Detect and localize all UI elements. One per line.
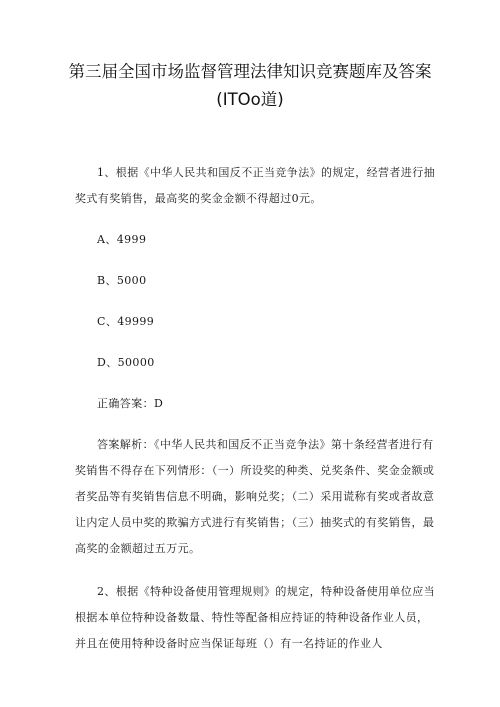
document-title (0, 58, 500, 114)
question-1-option-a: A、4999 (97, 233, 147, 246)
question-1-option-c: C、49999 (97, 315, 155, 328)
question-1-option-d: D、50000 (97, 356, 155, 369)
question-1-answer: 正确答案：D (97, 397, 164, 410)
title-subtitle: (ITOo道) (216, 90, 284, 109)
question-1-explanation: 答案解析：《中华人民共和国反不正当竞争法》第十条经营者进行有奖销售不得存在下列情形：（一）所设奖的种类、兑奖条件、奖金金额或者奖品等有奖销售信息不明确，影响兑奖；（二）采用谎称有奖或者故意让内定人员中奖的欺骗方式进行有奖销售；（三）抽奖式的有奖销售，最高奖的金额超过五万元。 (75, 438, 435, 555)
question-1-option-b: B、5000 (97, 274, 147, 287)
question-2-stem: 2、根据《特种设备使用管理规则》的规定，特种设备使用单位应当根据本单位特种设备数量、特性等配备相应持证的特种设备作业人员，并且在使用特种设备时应当保证每班（）有一名持证的作业人 (75, 585, 435, 650)
question-1-stem: 1、根据《中华人民共和国反不正当竞争法》的规定，经营者进行抽奖式有奖销售，最高奖的奖金金额不得超过0元。 (75, 166, 435, 205)
title-main: 第三届全国市场监督管理法律知识竞赛题库及答案 (68, 62, 432, 81)
document-body (75, 160, 435, 657)
